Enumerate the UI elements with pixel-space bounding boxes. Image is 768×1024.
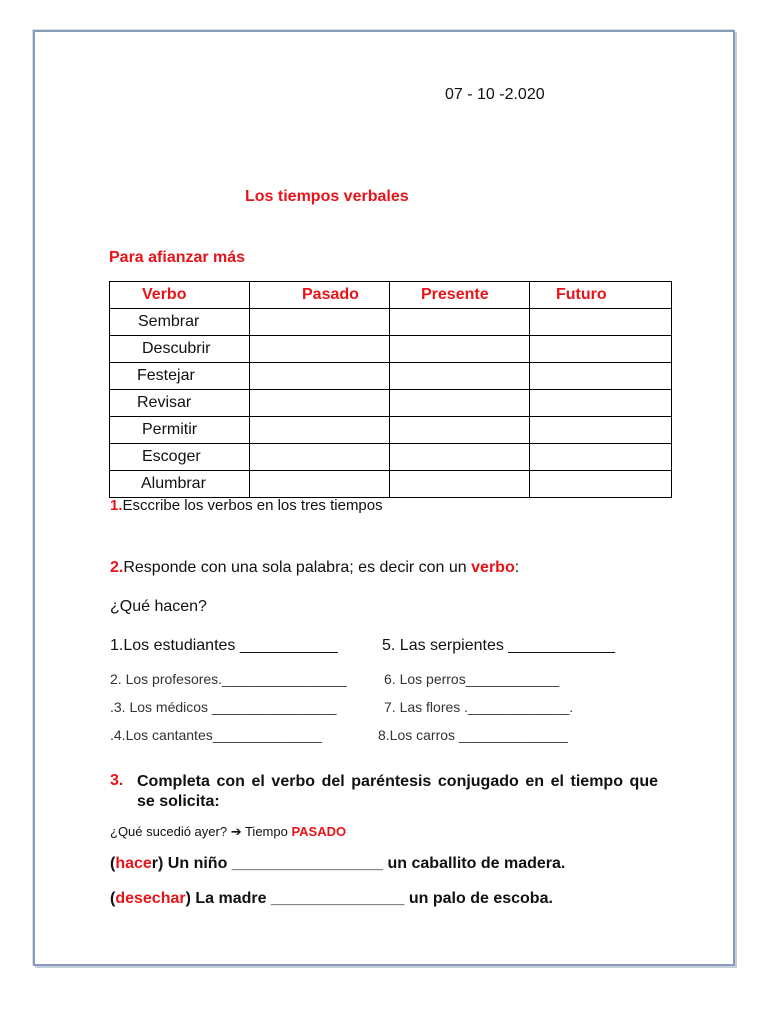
table-header-row (110, 282, 672, 309)
answer-cell-futuro[interactable] (530, 471, 672, 498)
verb-cell: Descubrir (110, 336, 250, 363)
exercise-2-instruction (110, 559, 519, 577)
exercise-3-prompt: ¿Qué sucedió ayer? ➔ Tiempo PASADO (110, 824, 347, 839)
answer-cell-futuro[interactable] (530, 363, 672, 390)
table-row (110, 444, 672, 471)
exercise-2-question: ¿Qué hacen? (110, 598, 207, 615)
verb-cell: Escoger (110, 444, 250, 471)
answer-cell-futuro[interactable] (530, 390, 672, 417)
page-title: Los tiempos verbales (245, 188, 409, 205)
table-row (110, 309, 672, 336)
exercise-2-number: 2. (110, 559, 124, 576)
exercise-3-instruction: Completa con el verbo del paréntesis conjugado en el tiempo que se solicita: (137, 773, 658, 810)
fill-blank-item[interactable]: .3. Los médicos ________________ (110, 699, 337, 715)
tense-label: PASADO (291, 824, 347, 839)
verb-tenses-table (109, 281, 672, 498)
table-row (110, 417, 672, 444)
keyword-verbo: verbo (471, 559, 515, 576)
answer-cell-pasado[interactable] (250, 336, 390, 363)
verb-desechar: desechar (115, 890, 186, 907)
answer-cell-presente[interactable] (390, 309, 530, 336)
answer-cell-presente[interactable] (390, 336, 530, 363)
arrow-right-icon: ➔ (230, 824, 242, 839)
column-header-verbo: Verbo (110, 282, 250, 309)
fill-blank-item[interactable]: 5. Las serpientes ____________ (382, 637, 616, 654)
verb-cell: Sembrar (110, 309, 250, 336)
column-header-futuro: Futuro (530, 282, 672, 309)
sentence-hacer[interactable]: (hacer) Un niño _________________ un caballito de madera. (110, 855, 566, 872)
answer-cell-pasado[interactable] (250, 363, 390, 390)
fill-blank-item[interactable]: 6. Los perros____________ (384, 671, 560, 687)
verb-cell: Permitir (110, 417, 250, 444)
answer-cell-presente[interactable] (390, 444, 530, 471)
answer-cell-futuro[interactable] (530, 336, 672, 363)
sentence-desechar[interactable]: (desechar) La madre _______________ un palo de escoba. (110, 890, 553, 907)
table-row (110, 471, 672, 498)
answer-cell-futuro[interactable] (530, 444, 672, 471)
answer-cell-presente[interactable] (390, 390, 530, 417)
fill-blank-item[interactable]: 7. Las flores ._____________. (384, 699, 574, 715)
answer-cell-presente[interactable] (390, 363, 530, 390)
answer-cell-pasado[interactable] (250, 309, 390, 336)
fill-blank-item[interactable]: 8.Los carros ______________ (378, 727, 568, 743)
answer-cell-pasado[interactable] (250, 417, 390, 444)
exercise-1-instruction (110, 497, 383, 514)
answer-cell-pasado[interactable] (250, 471, 390, 498)
verb-cell: Revisar (110, 390, 250, 417)
exercise-1-number: 1. (110, 497, 123, 514)
column-header-pasado: Pasado (250, 282, 390, 309)
fill-blank-item[interactable]: 2. Los profesores.________________ (110, 671, 347, 687)
date: 07 - 10 -2.020 (445, 86, 545, 103)
exercise-2-text: Responde con una sola palabra; es decir con un (123, 559, 472, 576)
answer-cell-pasado[interactable] (250, 390, 390, 417)
answer-cell-futuro[interactable] (530, 309, 672, 336)
verb-hacer: hace (115, 855, 152, 872)
fill-blank-item[interactable]: .4.Los cantantes______________ (110, 727, 322, 743)
table-row (110, 390, 672, 417)
answer-cell-futuro[interactable] (530, 417, 672, 444)
table-row (110, 336, 672, 363)
answer-cell-pasado[interactable] (250, 444, 390, 471)
column-header-presente: Presente (390, 282, 530, 309)
exercise-3-number: 3. (110, 772, 124, 789)
verb-cell: Alumbrar (110, 471, 250, 498)
verb-cell: Festejar (110, 363, 250, 390)
exercise-1-text: Esccribe los verbos en los tres tiempos (122, 497, 383, 514)
exercise-2-colon: : (514, 559, 520, 576)
answer-cell-presente[interactable] (390, 417, 530, 444)
table-row (110, 363, 672, 390)
answer-cell-presente[interactable] (390, 471, 530, 498)
section-subtitle: Para afianzar más (109, 249, 246, 266)
fill-blank-item[interactable]: 1.Los estudiantes ___________ (110, 637, 338, 654)
